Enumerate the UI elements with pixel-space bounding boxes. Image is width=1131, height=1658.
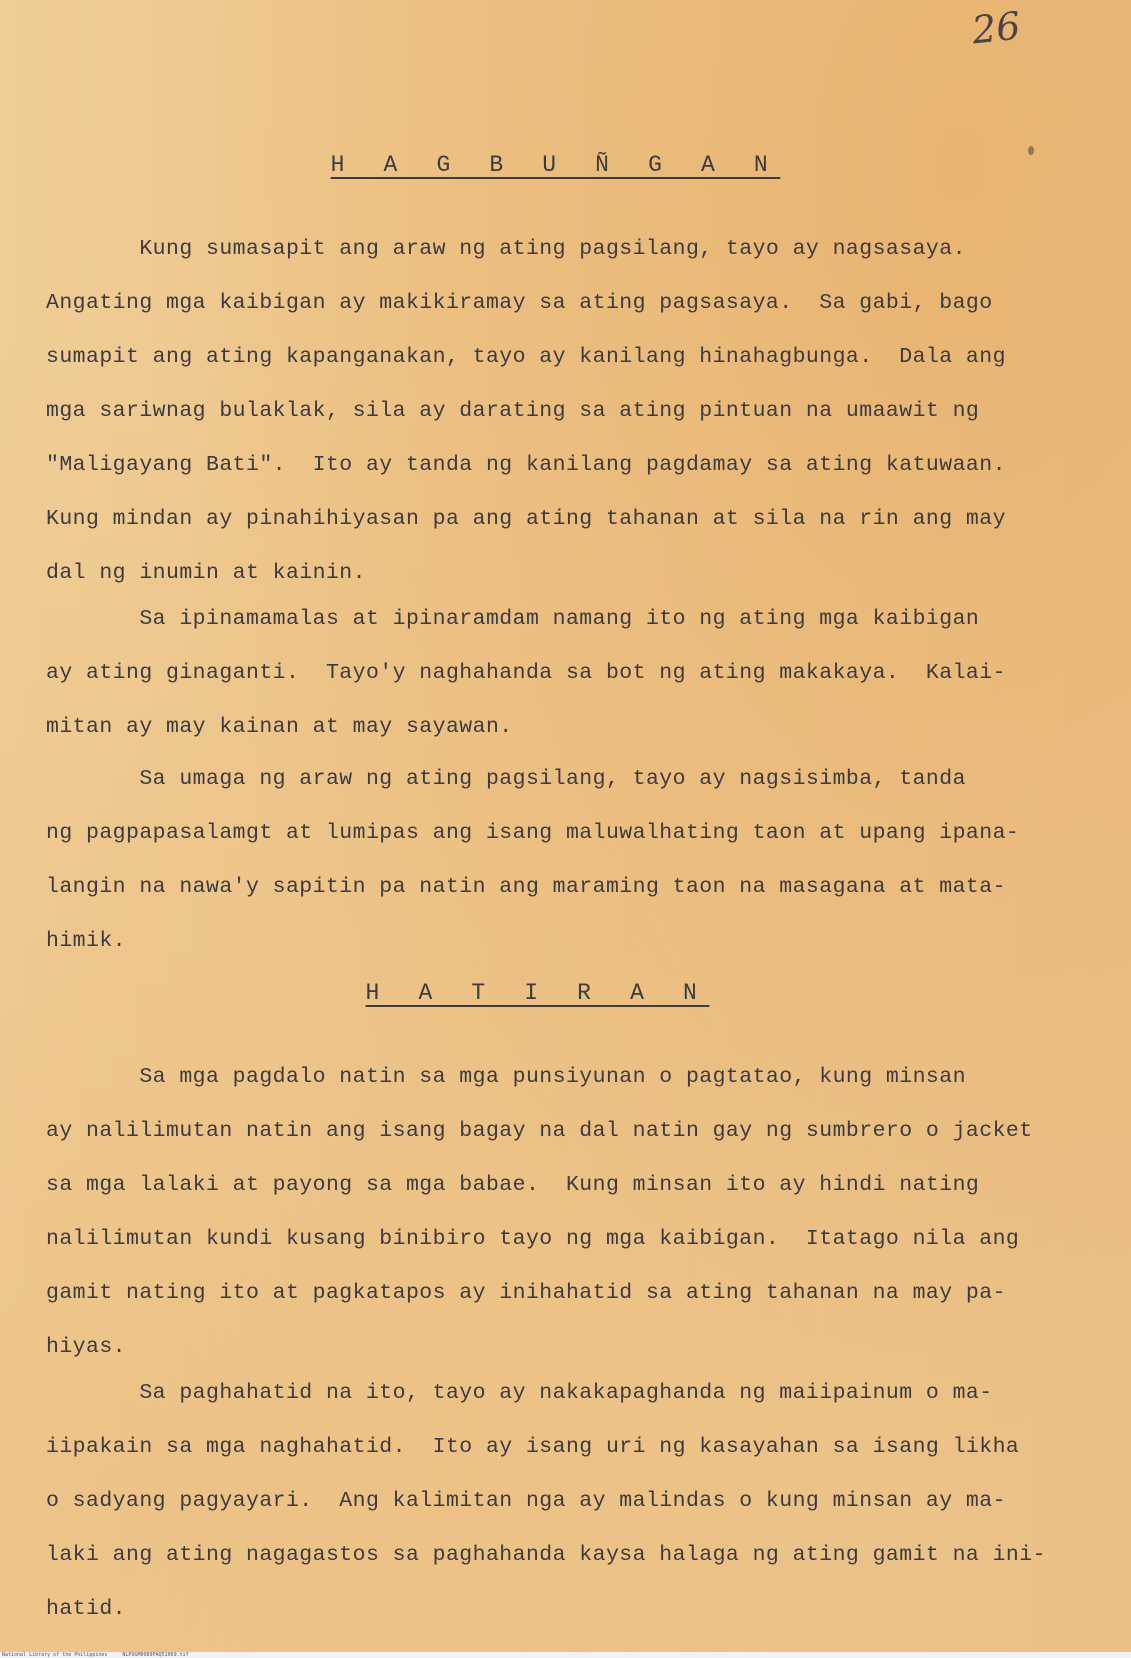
section-heading-hagbungan: H A G B U Ñ G A N — [330, 152, 781, 178]
text-line: hiyas. — [46, 1335, 126, 1359]
text-line: Kung mindan ay pinahihiyasan pa ang ating tahanan at sila na rin ang may — [46, 507, 1006, 531]
text-line: mga sariwnag bulaklak, sila ay darating sa ating pintuan na umaawit ng — [46, 399, 980, 423]
text-line: o sadyang pagyayari. Ang kalimitan nga ay malindas o kung minsan ay ma- — [46, 1489, 1006, 1513]
text-line: iipakain sa mga naghahatid. Ito ay isang uri ng kasayahan sa isang likha — [46, 1435, 1020, 1459]
text-line: sa mga lalaki at payong sa mga babae. Kung minsan ito ay hindi nating — [46, 1173, 980, 1197]
text-line: Sa umaga ng araw ng ating pagsilang, tayo ay nagsisimba, tanda — [46, 767, 966, 791]
text-line: ay ating ginaganti. Tayo'y naghahanda sa bot ng ating makakaya. Kalai- — [46, 661, 1006, 685]
paragraph — [46, 222, 1056, 600]
text-line: ng pagpapasalamgt at lumipas ang isang maluwalhating taon at upang ipana- — [46, 821, 1020, 845]
text-line: langin na nawa'y sapitin pa natin ang maraming taon na masagana at mata- — [46, 875, 1006, 899]
text-line: Sa paghahatid na ito, tayo ay nakakapaghanda ng maiipainum o ma- — [46, 1381, 993, 1405]
paragraph — [46, 1050, 1056, 1374]
text-line: ay nalilimutan natin ang isang bagay na dal natin gay ng sumbrero o jacket — [46, 1119, 1033, 1143]
text-line: himik. — [46, 929, 126, 953]
text-line: dal ng inumin at kainin. — [46, 561, 366, 585]
section-heading-hatiran: H A T I R A N — [365, 980, 710, 1006]
text-line: Kung sumasapit ang araw ng ating pagsilang, tayo ay nagsasaya. — [46, 237, 966, 261]
text-line: Sa ipinamamalas at ipinaramdam namang ito ng ating mga kaibigan — [46, 607, 980, 631]
text-line: Sa mga pagdalo natin sa mga punsiyunan o pagtatao, kung minsan — [46, 1065, 966, 1089]
text-line: laki ang ating nagagastos sa paghahanda kaysa halaga ng ating gamit na ini- — [46, 1543, 1046, 1567]
text-line: "Maligayang Bati". Ito ay tanda ng kanilang pagdamay sa ating katuwaan. — [46, 453, 1006, 477]
page-number: 26 — [969, 3, 1023, 53]
paragraph — [46, 1366, 1056, 1636]
text-line: Angating mga kaibigan ay makikiramay sa ating pagsasaya. Sa gabi, bago — [46, 291, 993, 315]
text-line: hatid. — [46, 1597, 126, 1621]
text-line: nalilimutan kundi kusang binibiro tayo ng mga kaibigan. Itatago nila ang — [46, 1227, 1020, 1251]
text-line: sumapit ang ating kapanganakan, tayo ay kanilang hinahagbunga. Dala ang — [46, 345, 1006, 369]
paragraph — [46, 592, 1056, 754]
text-line: gamit nating ito at pagkatapos ay inihahatid sa ating tahanan na may pa- — [46, 1281, 1006, 1305]
text-line: mitan ay may kainan at may sayawan. — [46, 715, 513, 739]
paragraph — [46, 752, 1056, 968]
scan-footer: National Library of the Philippines NLPOGM0089PAQ51069.tif — [0, 1652, 1131, 1658]
